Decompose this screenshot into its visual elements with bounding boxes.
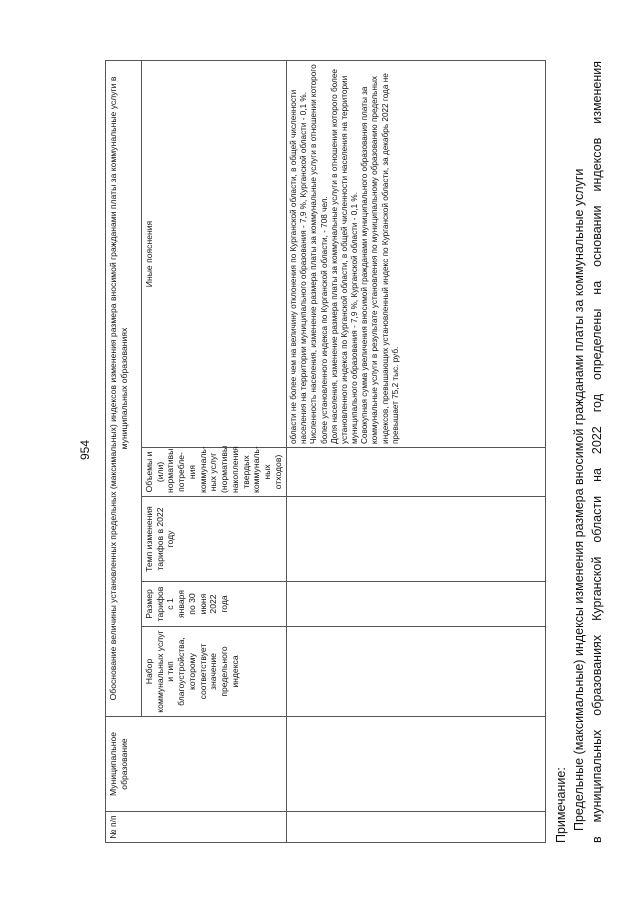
cell-tariff-rate (287, 497, 546, 582)
header-row-top (106, 61, 142, 843)
index-justification-table (105, 60, 546, 843)
note-text-line-2: в муниципальных образованиях Курганской области на 2022 год определены на основании индексов изменения (590, 61, 605, 843)
cell-tariff-size (287, 582, 546, 627)
header-justification: Обоснование величины установленных предельных (максимальных) индексов изменения размера вносимой гражданами платы за коммунальные услуги в муниципальных образованиях (106, 61, 142, 717)
header-tariff-rate: Темп изменения тарифов в 2022 году (142, 497, 287, 582)
header-set-of-services: Набор коммунальных услуг и тип благоустройства, которому соответствует значение предельного индекса (142, 627, 287, 717)
header-num: № п/п (106, 812, 287, 843)
footer-note (552, 61, 606, 843)
note-paragraph: Совокупная сумма увеличения вносимой гражданами муниципального образования платы за коммунальные услуги в результате установления по муниципальному образованию предельных индексов, превышающих установленный индекс по Курганской области, за декабрь 2022 года не превышает 75,2 тыс. руб. (360, 73, 400, 444)
note-paragraph: Доля населения, изменение размера платы за коммунальные услуги в отношении которого более установленного индекса по Курганской области, в общей численности населения на территории муниципального образования - 7,9 %, Курганской области - 0,1 %. (329, 69, 360, 444)
note-paragraph: Численность населения, изменение размера платы за коммунальные услуги в отношении которого более установленного индекса по Курганской области, - 708 чел. (309, 64, 329, 444)
cell-num (287, 812, 546, 843)
note-paragraph: области не более чем на величину отклонения по Курганской области, в общей численности населения на территории муниципального образования - 7,9 %, Курганской области - 0,1 %. (289, 89, 309, 444)
note-title: Примечание: (554, 767, 568, 843)
cell-volumes (287, 448, 546, 497)
note-text-line-1: Предельные (максимальные) индексы изменения размера вносимой гражданами платы за коммунальные услуги (572, 168, 587, 831)
page-number: 954 (78, 439, 92, 461)
header-municipality: Муниципальное образование (106, 717, 287, 812)
cell-other-notes (287, 61, 546, 448)
cell-municipality (287, 717, 546, 812)
header-other-notes: Иные пояснения (142, 61, 287, 448)
cell-set-of-services (287, 627, 546, 717)
header-volumes: Объемы и (или) нормативы потребле-ния коммуналь-ных услуг (нормативы накопления твердых коммуналь-ных отходов) (142, 448, 287, 497)
table-row (287, 61, 546, 843)
header-tariff-size: Размер тарифов с 1 января по 30 июня 2022 года (142, 582, 287, 627)
